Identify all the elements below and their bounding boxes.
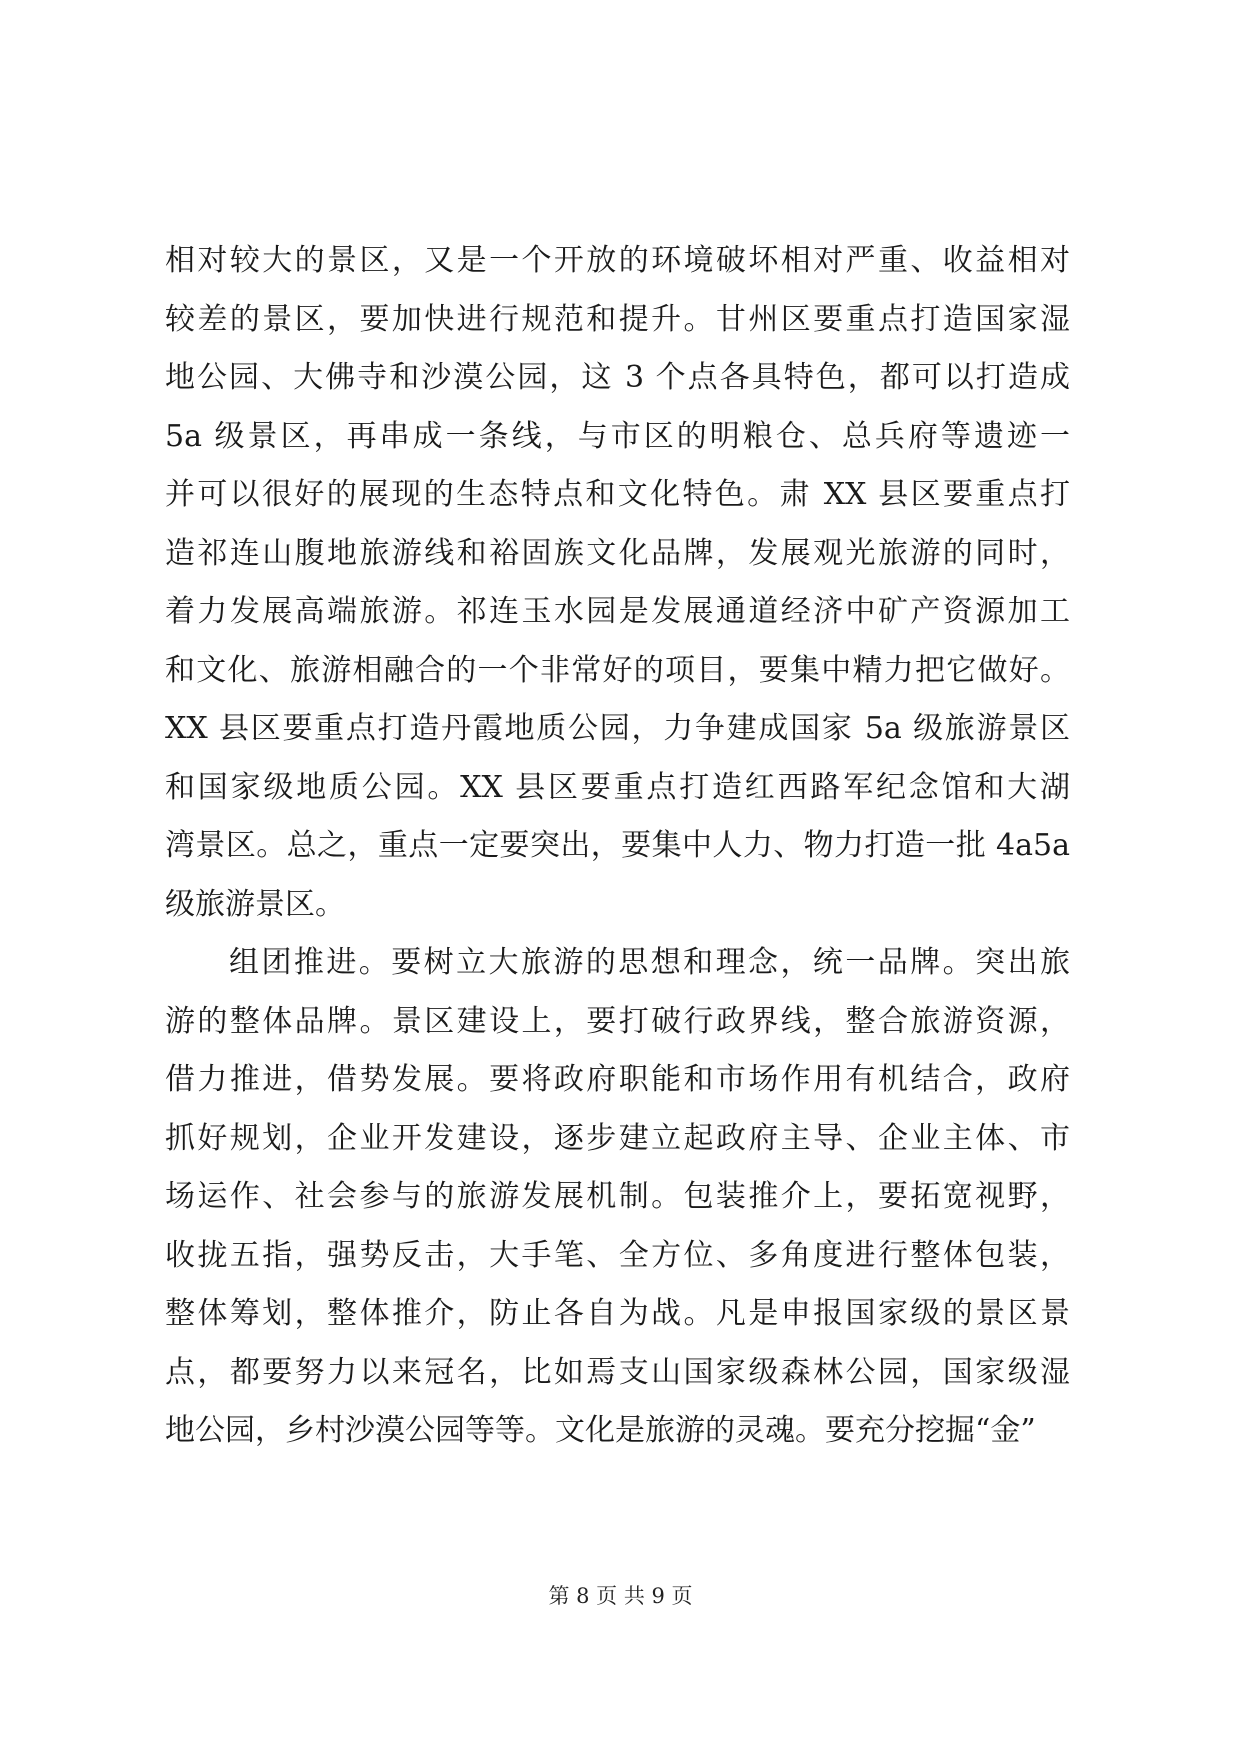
text-line: 和文化、旅游相融合的一个非常好的项目，要集中精力把它做好。 <box>165 652 1070 688</box>
document-body <box>165 232 1070 1461</box>
text-line: 造祁连山腹地旅游线和裕固族文化品牌，发展观光旅游的同时， <box>165 535 1070 571</box>
text-line: 级旅游景区。 <box>165 886 345 922</box>
text-line: 游的整体品牌。景区建设上，要打破行政界线，整合旅游资源， <box>165 1003 1070 1039</box>
text-line: 借力推进，借势发展。要将政府职能和市场作用有机结合，政府 <box>165 1062 1070 1097</box>
text-line: 和国家级地质公园。XX 县区要重点打造红西路军纪念馆和大湖 <box>165 769 1070 805</box>
text-line: 5a 级景区，再串成一条线，与市区的明粮仓、总兵府等遗迹一 <box>165 418 1070 454</box>
text-line: 地公园、大佛寺和沙漠公园，这 3 个点各具特色，都可以打造成 <box>165 360 1070 395</box>
paragraph-2 <box>165 934 1070 1461</box>
text-line: 收拢五指，强势反击，大手笔、全方位、多角度进行整体包装， <box>165 1237 1070 1273</box>
text-line: 点，都要努力以来冠名，比如焉支山国家级森林公园，国家级湿 <box>165 1354 1070 1390</box>
page-number-footer: 第 8 页 共 9 页 <box>548 1584 693 1608</box>
text-line: 相对较大的景区，又是一个开放的环境破坏相对严重、收益相对 <box>165 243 1070 278</box>
text-line: 较差的景区，要加快进行规范和提升。甘州区要重点打造国家湿 <box>165 301 1070 337</box>
text-line: XX 县区要重点打造丹霞地质公园，力争建成国家 5a 级旅游景区 <box>165 711 1070 746</box>
text-line: 抓好规划，企业开发建设，逐步建立起政府主导、企业主体、市 <box>165 1120 1070 1156</box>
text-line: 并可以很好的展现的生态特点和文化特色。肃 XX 县区要重点打 <box>165 477 1070 512</box>
text-line: 着力发展高端旅游。祁连玉水园是发展通道经济中矿产资源加工 <box>165 594 1070 629</box>
text-line: 湾景区。总之，重点一定要突出，要集中人力、物力打造一批 4a5a <box>165 828 1070 863</box>
text-line: 场运作、社会参与的旅游发展机制。包装推介上，要拓宽视野， <box>165 1179 1070 1214</box>
text-line: 地公园，乡村沙漠公园等等。文化是旅游的灵魂。要充分挖掘“金” <box>165 1413 1036 1448</box>
paragraph-1 <box>165 232 1070 934</box>
text-line: 整体筹划，整体推介，防止各自为战。凡是申报国家级的景区景 <box>165 1296 1070 1331</box>
text-line: 组团推进。要树立大旅游的思想和理念，统一品牌。突出旅 <box>229 945 1070 980</box>
